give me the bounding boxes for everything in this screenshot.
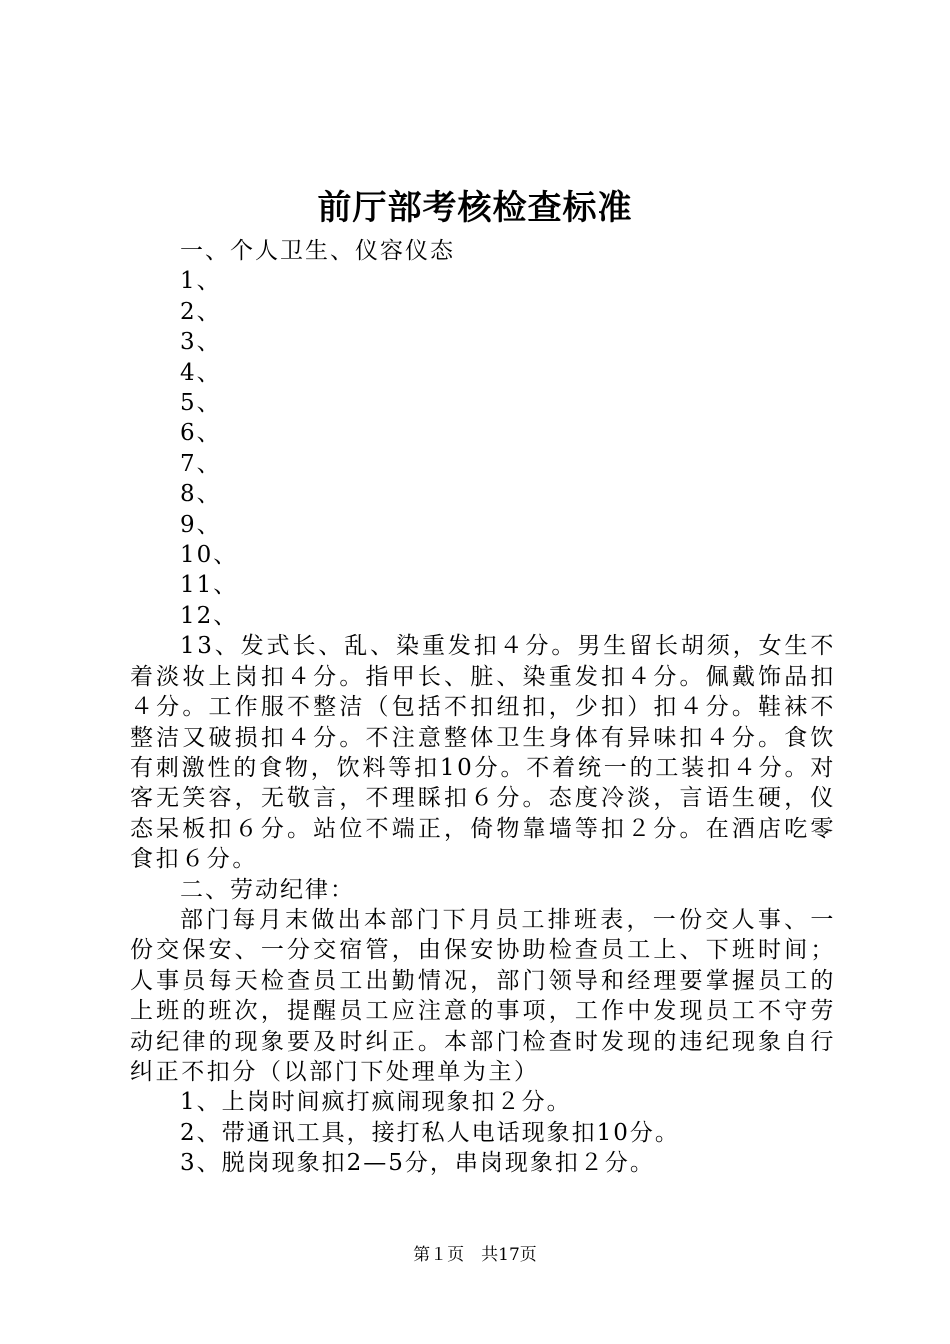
list-item: 2、 <box>180 298 222 325</box>
page-footer: 第１页 共17页 <box>413 1245 537 1265</box>
rule-item: 3、脱岗现象扣2—5分，串岗现象扣２分。 <box>180 1150 655 1177</box>
list-item: 11、 <box>180 572 239 599</box>
item-13-paragraph: 13、发式长、乱、染重发扣４分。男生留长胡须，女生不着淡妆上岗扣４分。指甲长、脏、染重发扣４分。佩戴饰品扣４分。工作服不整洁（包括不扣纽扣，少扣）扣４分。鞋袜不整洁又破损扣４分。不注意整体卫生身体有异味扣４分。食饮有刺激性的食物，饮料等扣10分。不着统一的工装扣４分。对客无笑容，无敬言，不理睬扣６分。态度冷淡，言语生硬，仪态呆板扣６分。站位不端正，倚物靠墙等扣２分。在酒店吃零食扣６分。 <box>130 633 836 873</box>
section2-paragraph: 部门每月末做出本部门下月员工排班表，一份交人事、一份交保安、一分交宿管，由保安协助检查员工上、下班时间；人事员每天检查员工出勤情况，部门领导和经理要掌握员工的上班的班次，提醒员工应注意的事项，工作中发现员工不守劳动纪律的现象要及时纠正。本部门检查时发现的违纪现象自行纠正不扣分（以部门下处理单为主） <box>130 906 836 1085</box>
list-item: 4、 <box>180 359 222 386</box>
rule-item: 2、带通讯工具，接打私人电话现象扣10分。 <box>180 1119 680 1146</box>
rule-item: 1、上岗时间疯打疯闹现象扣２分。 <box>180 1089 572 1116</box>
list-item: 12、 <box>180 602 239 629</box>
list-item: 10、 <box>180 542 239 569</box>
list-item: 8、 <box>180 481 222 508</box>
list-item: 3、 <box>180 329 222 356</box>
list-item: 9、 <box>180 511 222 538</box>
list-item: 7、 <box>180 450 222 477</box>
list-item: 5、 <box>180 390 222 417</box>
list-item: 1、 <box>180 268 222 295</box>
list-item: 6、 <box>180 420 222 447</box>
section-heading: 二、劳动纪律： <box>180 876 355 903</box>
document-body <box>130 236 836 1179</box>
document-title: 前厅部考核检查标准 <box>317 188 633 228</box>
section-heading: 一、个人卫生、仪容仪态 <box>180 238 455 264</box>
